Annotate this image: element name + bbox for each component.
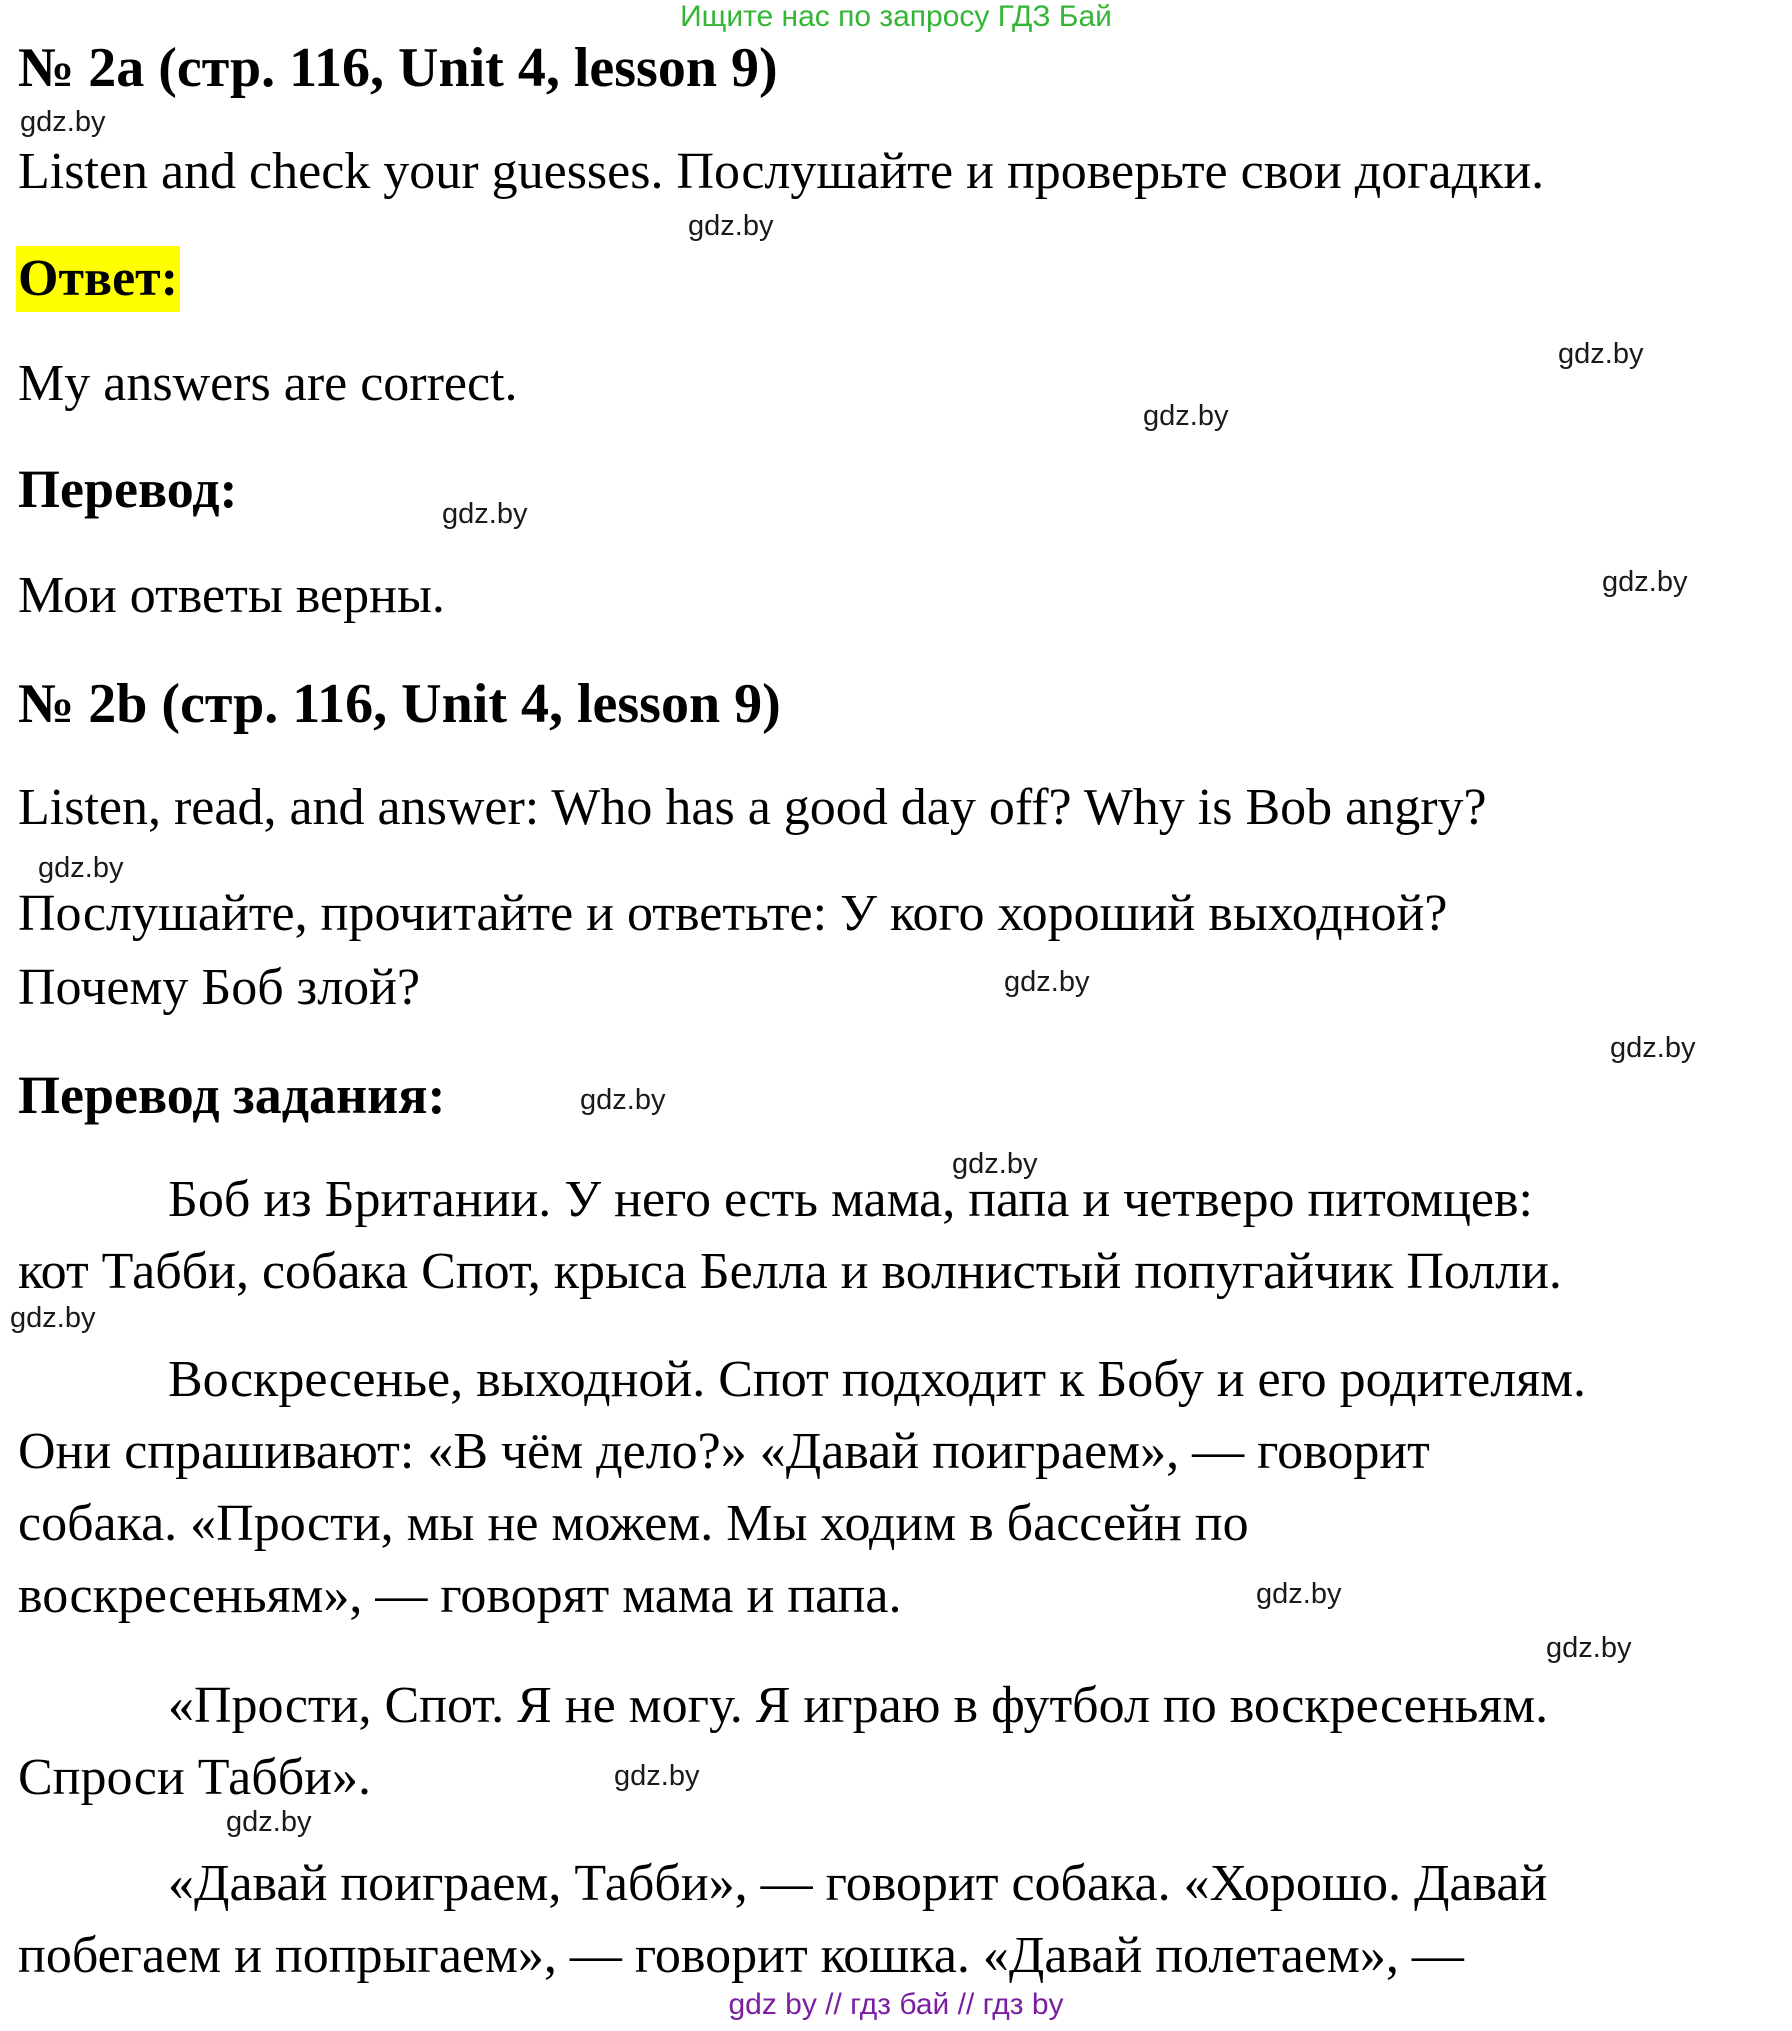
paragraph-3-line-2: Спроси Табби». <box>18 1749 372 1806</box>
paragraph-1-line-2: кот Табби, собака Спот, крыса Белла и волнистый попугайчик Полли. <box>18 1243 1562 1300</box>
paragraph-4-line-1: «Давай поиграем, Табби», — говорит собака. «Хорошо. Давай <box>168 1855 1548 1912</box>
task-2a-instruction: Listen and check your guesses. Послушайте и проверьте свои догадки. <box>18 143 1545 200</box>
task-2b-instruction-ru-line1: Послушайте, прочитайте и ответьте: У кого хороший выходной? <box>18 885 1448 942</box>
task-2b-instruction-ru-line2: Почему Боб злой? <box>18 959 421 1016</box>
watermark: gdz.by <box>580 1084 666 1116</box>
paragraph-4-line-2: побегаем и попрыгаем», — говорит кошка. «Давай полетаем», — <box>18 1927 1464 1984</box>
paragraph-2-line-4: воскресеньям», — говорят мама и папа. <box>18 1567 902 1624</box>
watermark: gdz.by <box>10 1302 96 1334</box>
task-2a-translation: Мои ответы верны. <box>18 567 445 624</box>
paragraph-2-line-1: Воскресенье, выходной. Спот подходит к Бобу и его родителям. <box>168 1351 1587 1408</box>
watermark: gdz.by <box>442 498 528 530</box>
watermark: gdz.by <box>38 852 124 884</box>
answer-label: Ответ: <box>16 246 180 312</box>
task-2b-translation-label: Перевод задания: <box>18 1065 446 1125</box>
task-2b-instruction-en: Listen, read, and answer: Who has a good day off? Why is Bob angry? <box>18 779 1487 836</box>
watermark: gdz.by <box>20 106 106 138</box>
watermark: gdz.by <box>688 210 774 242</box>
watermark: gdz.by <box>1256 1578 1342 1610</box>
watermark: gdz.by <box>1610 1032 1696 1064</box>
footer-links: gdz by // гдз бай // гдз by <box>728 1988 1064 2021</box>
watermark: gdz.by <box>1602 566 1688 598</box>
paragraph-1-line-1: Боб из Британии. У него есть мама, папа и четверо питомцев: <box>168 1171 1533 1228</box>
task-2a-answer: My answers are correct. <box>18 355 518 412</box>
task-2b-heading: № 2b (стр. 116, Unit 4, lesson 9) <box>18 673 781 735</box>
top-banner: Ищите нас по запросу ГДЗ Бай <box>680 0 1112 33</box>
task-2a-heading: № 2a (стр. 116, Unit 4, lesson 9) <box>18 37 778 99</box>
watermark: gdz.by <box>1143 400 1229 432</box>
watermark: gdz.by <box>614 1760 700 1792</box>
task-2a-translation-label: Перевод: <box>18 459 238 519</box>
watermark: gdz.by <box>952 1148 1038 1180</box>
watermark: gdz.by <box>1546 1632 1632 1664</box>
paragraph-2-line-2: Они спрашивают: «В чём дело?» «Давай поиграем», — говорит <box>18 1423 1430 1480</box>
watermark: gdz.by <box>1004 966 1090 998</box>
paragraph-3-line-1: «Прости, Спот. Я не могу. Я играю в футбол по воскресеньям. <box>168 1677 1549 1734</box>
paragraph-2-line-3: собака. «Прости, мы не можем. Мы ходим в бассейн по <box>18 1495 1249 1552</box>
watermark: gdz.by <box>226 1806 312 1838</box>
watermark: gdz.by <box>1558 338 1644 370</box>
